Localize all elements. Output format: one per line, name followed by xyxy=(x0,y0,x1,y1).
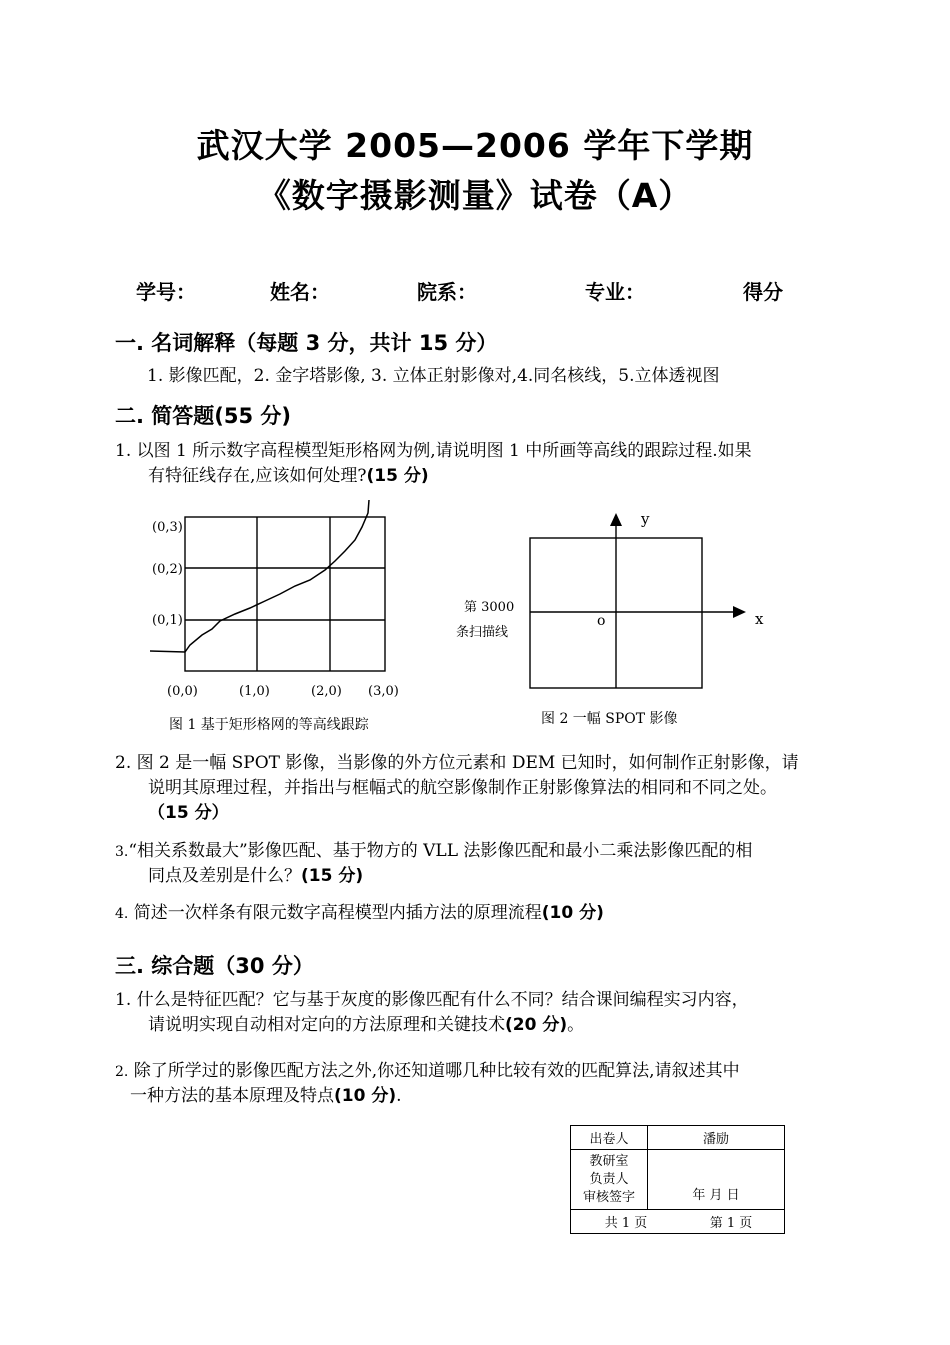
page-info xyxy=(571,1210,785,1234)
exam-title-line2: 《数字摄影测量》试卷（A） xyxy=(257,176,693,215)
s2-q3-line1: 3.“相关系数最大”影像匹配、基于物方的 VLL 法影像匹配和最小二乘法影像匹配的相 xyxy=(115,841,753,861)
s2-q4-number: 4. xyxy=(115,906,129,922)
s2-q2-line1: 2. 图 2 是一幅 SPOT 影像，当影像的外方位元素和 DEM 已知时，如何制作正射影像，请 xyxy=(115,753,799,773)
s2-q2-points: （15 分） xyxy=(148,803,229,823)
score-label: 得分 xyxy=(743,280,783,304)
s2-q4-points: (10 分) xyxy=(541,903,604,923)
origin-label: o xyxy=(597,613,606,629)
s3-q2-points: (10 分) xyxy=(334,1086,397,1106)
department-label: 院系： xyxy=(417,280,477,304)
y-tick-0-3: (0,3) xyxy=(152,520,183,535)
s3-q1-line2: 请说明实现自动相对定向的方法原理和关键技术(20 分)。 xyxy=(148,1015,585,1035)
s3-q2-number: 2. xyxy=(115,1064,129,1080)
scanline-label-line2: 条扫描线 xyxy=(456,625,509,640)
figure1-grid-contour xyxy=(140,495,440,740)
section1-terms: 1. 影像匹配，2. 金字塔影像, 3. 立体正射影像对,4.同名核线，5.立体透视图 xyxy=(147,366,720,386)
section1-heading: 一. 名词解释（每题 3 分，共计 15 分） xyxy=(115,331,498,355)
y-axis-arrow xyxy=(610,513,622,526)
s3-q1-line1: 1. 什么是特征匹配？它与基于灰度的影像匹配有什么不同？结合课间编程实习内容， xyxy=(115,990,749,1010)
exam-title-line1: 武汉大学 2005—2006 学年下学期 xyxy=(196,126,754,165)
x-axis-arrow xyxy=(733,606,746,618)
figure1-caption: 图 1 基于矩形格网的等高线跟踪 xyxy=(169,717,369,733)
figure2-caption: 图 2 一幅 SPOT 影像 xyxy=(541,711,678,727)
s2-q3-line2: 同点及差别是什么？(15 分) xyxy=(148,866,364,886)
student-id-label: 学号： xyxy=(136,280,196,304)
author-label: 出卷人 xyxy=(571,1126,648,1150)
s2-q2-line2: 说明其原理过程，并指出与框幅式的航空影像制作正射影像算法的相同和不同之处。 xyxy=(148,778,777,798)
author-name: 潘励 xyxy=(648,1126,785,1150)
x-axis-label: x xyxy=(755,610,764,628)
contour-line xyxy=(150,500,369,652)
review-date: 年 月 日 xyxy=(648,1150,785,1210)
x-tick-2-0: (2,0) xyxy=(311,684,342,699)
x-tick-3-0: (3,0) xyxy=(368,684,399,699)
figure2-spot-image xyxy=(445,505,785,735)
x-tick-1-0: (1,0) xyxy=(239,684,270,699)
total-pages: 共 1 页 xyxy=(604,1216,648,1231)
s3-q2-line2: 一种方法的基本原理及特点(10 分). xyxy=(130,1086,402,1106)
section3-heading: 三. 综合题（30 分） xyxy=(115,954,314,978)
section2-heading: 二. 简答题(55 分) xyxy=(115,404,292,428)
major-label: 专业： xyxy=(585,280,645,304)
s2-q3-points: (15 分) xyxy=(301,866,364,886)
s2-q3-number: 3. xyxy=(115,844,129,860)
s2-q1-line2: 有特征线存在,应该如何处理?(15 分) xyxy=(148,466,429,486)
reviewer-label: 教研室 负责人 审核签字 xyxy=(571,1150,648,1210)
y-axis-label: y xyxy=(641,510,650,528)
s2-q1-line1: 1. 以图 1 所示数字高程模型矩形格网为例,请说明图 1 中所画等高线的跟踪过程.如果 xyxy=(115,441,752,461)
y-tick-0-2: (0,2) xyxy=(152,562,183,577)
x-tick-0-0: (0,0) xyxy=(167,684,198,699)
s2-q4: 4. 简述一次样条有限元数字高程模型内插方法的原理流程(10 分) xyxy=(115,903,604,923)
signature-table xyxy=(570,1125,785,1234)
s2-q1-points: (15 分) xyxy=(366,466,429,486)
page-number: 第 1 页 xyxy=(709,1216,753,1231)
name-label: 姓名： xyxy=(270,280,330,304)
s3-q2-line1: 2. 除了所学过的影像匹配方法之外,你还知道哪几种比较有效的匹配算法,请叙述其中 xyxy=(115,1061,740,1081)
s3-q1-points: (20 分) xyxy=(505,1015,568,1035)
scanline-label-line1: 第 3000 xyxy=(464,600,515,615)
y-tick-0-1: (0,1) xyxy=(152,613,183,628)
